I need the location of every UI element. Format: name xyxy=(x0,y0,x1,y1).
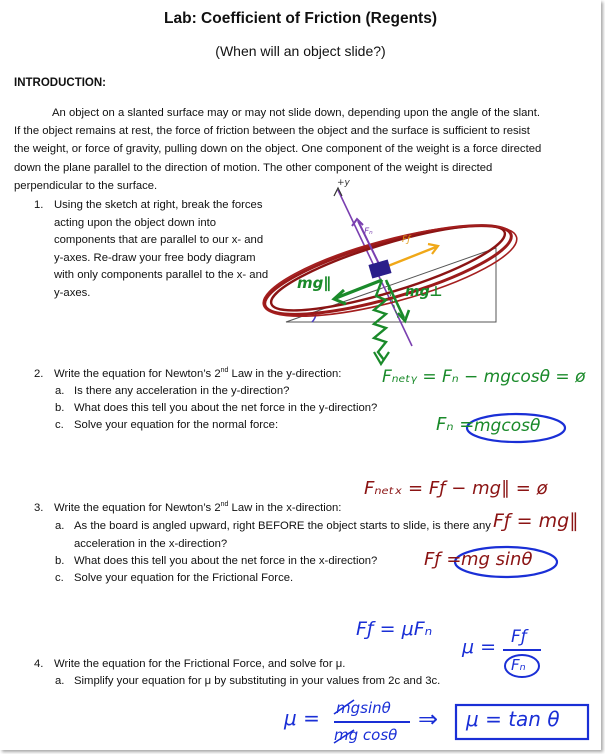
page-title: Lab: Coefficient of Friction (Regents) xyxy=(164,10,437,27)
question-4-number: 4. xyxy=(34,658,44,670)
question-1-line: Using the sketch at right, break the forces xyxy=(54,199,263,211)
mu-final-numerator: mgsinθ xyxy=(336,699,391,717)
friction-mu-equation: Fƒ = μFₙ xyxy=(356,618,433,640)
gravity-force-scribble xyxy=(374,280,386,360)
friction-force-label: Fƒ xyxy=(402,235,411,245)
friction-force-arrow xyxy=(388,247,436,266)
question-3c-text: Solve your equation for the Frictional Force. xyxy=(74,572,294,584)
y-axis-label: +y xyxy=(337,178,350,188)
normal-force-answer: mgcosθ xyxy=(474,416,541,436)
y-axis-arrow xyxy=(334,188,342,196)
question-2c-letter: c. xyxy=(55,419,64,431)
normal-force-label: Fₙ xyxy=(364,227,373,237)
question-2a-text: Is there any acceleration in the y-direction? xyxy=(74,385,290,397)
question-4a-letter: a. xyxy=(55,675,65,687)
mu-numerator: Fƒ xyxy=(511,627,527,647)
question-2-text-pre: Write the equation for Newton’s 2 xyxy=(54,368,221,380)
question-2-number: 2. xyxy=(34,368,44,380)
mu-final-lhs: μ = xyxy=(284,706,320,730)
intro-paragraph: An object on a slanted surface may or may not slide down, depending upon the angle of the slant. If the object remains at rest, the force of friction between the object and the surface is sufficient to resist the weight, or force of gravity, pulling down on the object. One component of the weight is a force directed down the plane parallel to the direction of motion. The other component of the weight is directed perpendicular to the surface. xyxy=(14,107,542,192)
question-3b-text: What does this tell you about the net force in the x-direction? xyxy=(74,555,378,567)
question-1-line: with only components parallel to the x- and xyxy=(54,269,269,281)
question-1-line: components that are parallel to our x- and xyxy=(54,234,264,246)
mu-final-denominator: mg cosθ xyxy=(334,726,398,744)
question-3a-letter: a. xyxy=(55,520,65,532)
mg-perpendicular-label: mg⊥ xyxy=(405,284,443,300)
question-1-line: y-axes. xyxy=(54,286,91,299)
page-subtitle: (When will an object slide?) xyxy=(215,43,386,59)
question-3a-line: acceleration in the x-direction? xyxy=(74,537,228,550)
friction-answer: mg sinθ xyxy=(461,549,533,570)
question-2-text-post: Law in the y-direction: xyxy=(228,368,342,380)
normal-force-arrowhead xyxy=(352,219,363,226)
question-2a-letter: a. xyxy=(55,385,65,397)
question-2-sup: nd xyxy=(220,367,229,374)
mu-lhs: μ = xyxy=(462,636,497,658)
question-3-number: 3. xyxy=(34,502,44,514)
question-3c-letter: c. xyxy=(55,572,64,584)
implies-arrow: ⇒ xyxy=(418,705,439,733)
question-4a-text: Simplify your equation for μ by substituting in your values from 2c and 3c. xyxy=(74,675,441,687)
question-1-number: 1. xyxy=(34,199,44,211)
question-3b-letter: b. xyxy=(55,555,65,567)
question-2c-text: Solve your equation for the normal force: xyxy=(74,419,279,431)
normal-force-lhs: Fₙ = xyxy=(436,414,475,435)
question-1-line: acting upon the object down into xyxy=(54,216,217,229)
final-answer: μ = tan θ xyxy=(466,707,560,731)
question-3a-line: As the board is angled upward, right BEFORE the object starts to slide, is there any xyxy=(74,520,491,532)
question-2b-text: What does this tell you about the net force in the y-direction? xyxy=(74,402,378,414)
question-4-text: Write the equation for the Frictional Force, and solve for μ. xyxy=(54,658,346,670)
friction-equals-mg-parallel: Fƒ = mg∥ xyxy=(493,510,579,532)
question-3-sup: nd xyxy=(220,501,229,508)
question-3-text-pre: Write the equation for Newton’s 2 xyxy=(54,502,221,514)
friction-lhs: Fƒ = xyxy=(424,549,462,570)
mg-parallel-label: mg∥ xyxy=(297,274,331,292)
question-2b-letter: b. xyxy=(55,402,65,414)
newton-y-equation: Fₙₑₜᵧ = Fₙ − mgcosθ = ø xyxy=(382,367,586,387)
section-heading: INTRODUCTION: xyxy=(14,77,106,89)
question-3-text-post: Law in the x-direction: xyxy=(228,502,342,514)
question-1-line: y-axes. Re-draw your free body diagram xyxy=(54,251,256,264)
newton-x-equation: Fₙₑₜₓ = Fƒ − mg∥ = ø xyxy=(364,478,548,499)
mu-denominator: Fₙ xyxy=(511,656,526,674)
